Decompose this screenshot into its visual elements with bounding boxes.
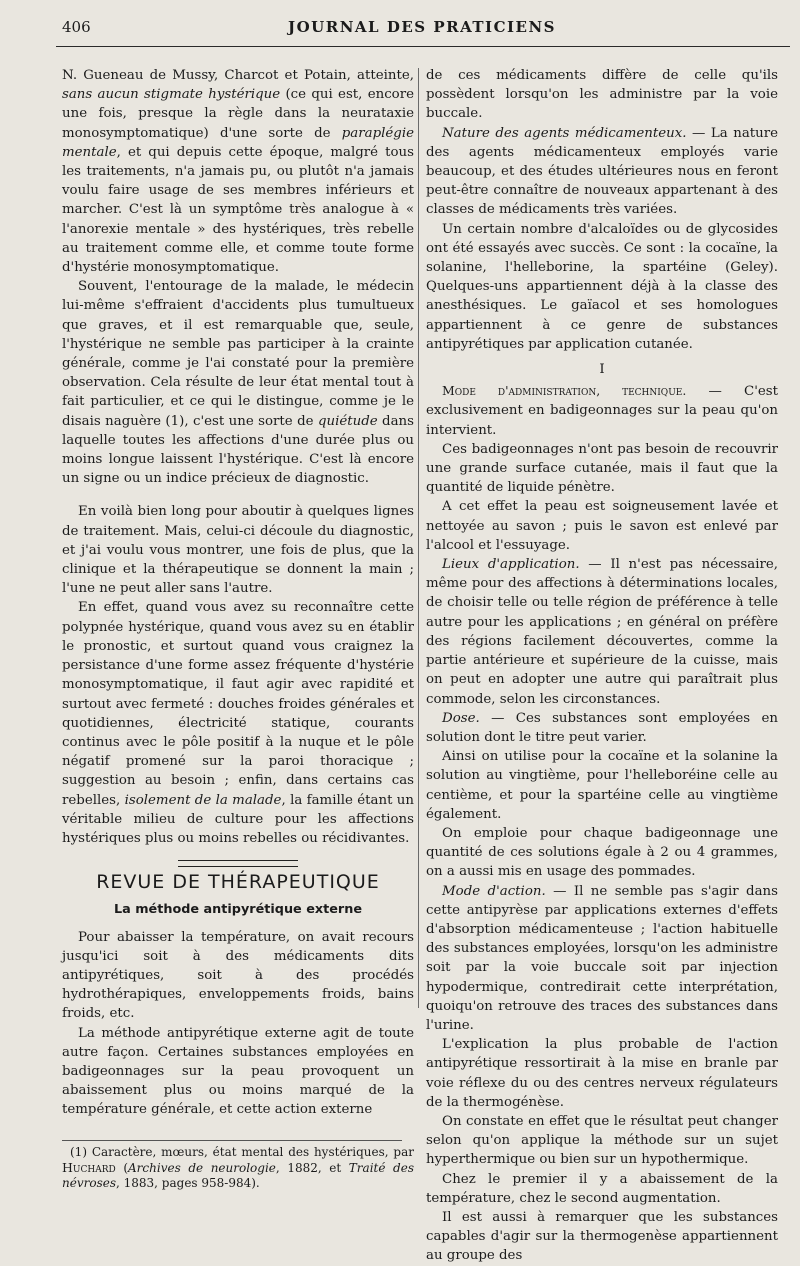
page-number: 406 <box>62 18 91 36</box>
header-rule <box>56 46 790 47</box>
paragraph: Chez le premier il y a abaissement de la température, chez le second augmentation. <box>426 1171 778 1206</box>
paragraph: A cet effet la peau est soigneusement lavée et nettoyée au savon ; puis le savon est enlevé par l'alcool et l'essuyage. <box>426 499 778 553</box>
paragraph: Pour abaisser la température, on avait recours jusqu'ici soit à des médicaments dits antipyrétiques, soit à des procédés hydrothérapiques, enveloppements froids, bains froids, etc. <box>62 929 414 1022</box>
paragraph: Souvent, l'entourage de la malade, le médecin lui-même s'effraient d'accidents plus tumultueux que graves, et il est remarquable que, seule, l'hystérique ne semble pas participer à la crainte générale, comme je l'ai constaté pour la première observation. Cela résulte de leur état mental tout à fait particulier, et ce qui le distingue, comme je le disais naguère (1), c'est une sorte de quiétude dans laquelle toutes les affections d'une durée plus ou moins longue laissent l'hystérique. C'est là encore un signe ou un indice précieux de diagnostic. <box>62 279 414 487</box>
page-header <box>62 18 782 44</box>
paragraph: Il est aussi à remarquer que les substances capables d'agir sur la thermogenèse appartiennent au groupe des <box>426 1209 778 1264</box>
section-number: I <box>599 362 605 378</box>
paragraph: Mode d'administration, technique. — C'est exclusivement en badigeonnages sur la peau qu'on intervient. <box>426 383 778 438</box>
paragraph: On constate en effet que le résultat peut changer selon qu'on applique la méthode sur un sujet hyperthermique ou bien sur un hypothermique. <box>426 1113 778 1168</box>
paragraph: N. Gueneau de Mussy, Charcot et Potain, atteinte, sans aucun stigmate hystérique (ce qui est, encore une fois, presque la règle dans la neurataxie monosymptomatique) d'une sorte de paraplégie mentale, et qui depuis cette époque, malgré tous les traitements, n'a jamais pu, ou plutôt n'a jamais voulu faire usage de ses membres inférieurs et marcher. C'est là un symptôme très analogue à « l'anorexie mentale » des hystériques, très rebelle au traitement comme elle, et comme toute forme d'hystérie monosymptomatique. <box>62 68 414 276</box>
section-title: REVUE DE THÉRAPEUTIQUE <box>96 871 380 894</box>
paragraph: Ces badigeonnages n'ont pas besoin de recouvrir une grande surface cutanée, mais il faut que la quantité de liquide pénètre. <box>426 441 778 496</box>
paragraph: Ainsi on utilise pour la cocaïne et la solanine la solution au vingtième, pour l'helleboréine celle au centième, et pour la spartéine celle au vingtième également. <box>426 749 778 822</box>
article-title: La méthode antipyrétique externe <box>113 902 363 918</box>
paragraph: On emploie pour chaque badigeonnage une quantité de ces solutions égale à 2 ou 4 grammes, on a aussi mis en usage des pommades. <box>426 825 778 880</box>
section-divider <box>178 860 298 867</box>
column-divider <box>418 68 419 1008</box>
paragraph: Lieux d'application. — Il n'est pas nécessaire, même pour des affections à déterminations locales, de choisir telle ou telle région de préférence à telle autre pour les applications ; en général on préfère des régions facilement découvertes, comme la partie antérieure et supérieure de la cuisse, mais on peut en adopter une autre qui paraîtrait plus commode, selon les circonstances. <box>426 557 778 707</box>
paragraph: En effet, quand vous avez su reconnaître cette polypnée hystérique, quand vous avez su en établir le pronostic, et surtout quand vous craignez la persistance d'une forme assez fréquente d'hystérie monosymptomatique, il faut agir avec rapidité et surtout avec fermeté : douches froides générales et quotidiennes, électricité statique, courants continus avec le pôle positif à la nuque et le pôle négatif promené sur la paroi thoracique ; suggestion au besoin ; enfin, dans certains cas rebelles, isolement de la malade, la famille étant un véritable milieu de culture pour les affections hystériques plus ou moins rebelles ou récidivantes. <box>62 600 414 846</box>
paragraph: Un certain nombre d'alcaloïdes ou de glycosides ont été essayés avec succès. Ce sont : la cocaïne, la solanine, l'helleborine, la spartéine (Geley). Quelques-uns appartiennent déjà à la classe des anesthésiques. Le gaïacol et ses homologues appartiennent à ce genre de substances antipyrétiques par application cutanée. <box>426 221 778 352</box>
paragraph: L'explication la plus probable de l'action antipyrétique ressortirait à la mise en branle par voie réflexe du ou des centres nerveux régulateurs de la thermogénèse. <box>426 1037 778 1110</box>
left-column <box>62 66 414 1191</box>
paragraph: En voilà bien long pour aboutir à quelques lignes de traitement. Mais, celui-ci découle du diagnostic, et j'ai voulu vous montrer, une fois de plus, que la clinique et la thérapeutique se donnent la main ; l'une ne peut aller sans l'autre. <box>62 504 414 597</box>
footnote: (1) Caractère, mœurs, état mental des hystériques, par Huchard (Archives de neurologie, 1882, et Traité des névroses, 1883, pages 958-984). <box>62 1144 414 1190</box>
footnote-rule <box>62 1140 402 1141</box>
journal-title: JOURNAL DES PRATICIENS <box>288 18 556 36</box>
paragraph: La méthode antipyrétique externe agit de toute autre façon. Certaines substances employées en badigeonnages sur la peau provoquent un abaissement plus ou moins marqué de la température générale, et cette action externe <box>62 1025 414 1118</box>
paragraph: Nature des agents médicamenteux. — La nature des agents médicamenteux employés varie beaucoup, et des études ultérieures nous en feront peut-être connaître de nouveaux appartenant à des classes de médicaments très variées. <box>426 125 779 218</box>
paragraph: Dose. — Ces substances sont employées en solution dont le titre peut varier. <box>426 710 778 745</box>
paragraph: de ces médicaments diffère de celle qu'ils possèdent lorsqu'on les administre par la voie buccale. <box>426 68 778 122</box>
right-column <box>426 66 778 1266</box>
paragraph: Mode d'action. — Il ne semble pas s'agir dans cette antipyrèse par applications externes d'effets d'absorption médicamenteuse ; l'action habituelle des substances employées, lorsqu'on les administre soit par la voie buccale soit par injection hypodermique, contredirait cette interprétation, quoiqu'on retrouve des traces des substances dans l'urine. <box>426 883 778 1033</box>
